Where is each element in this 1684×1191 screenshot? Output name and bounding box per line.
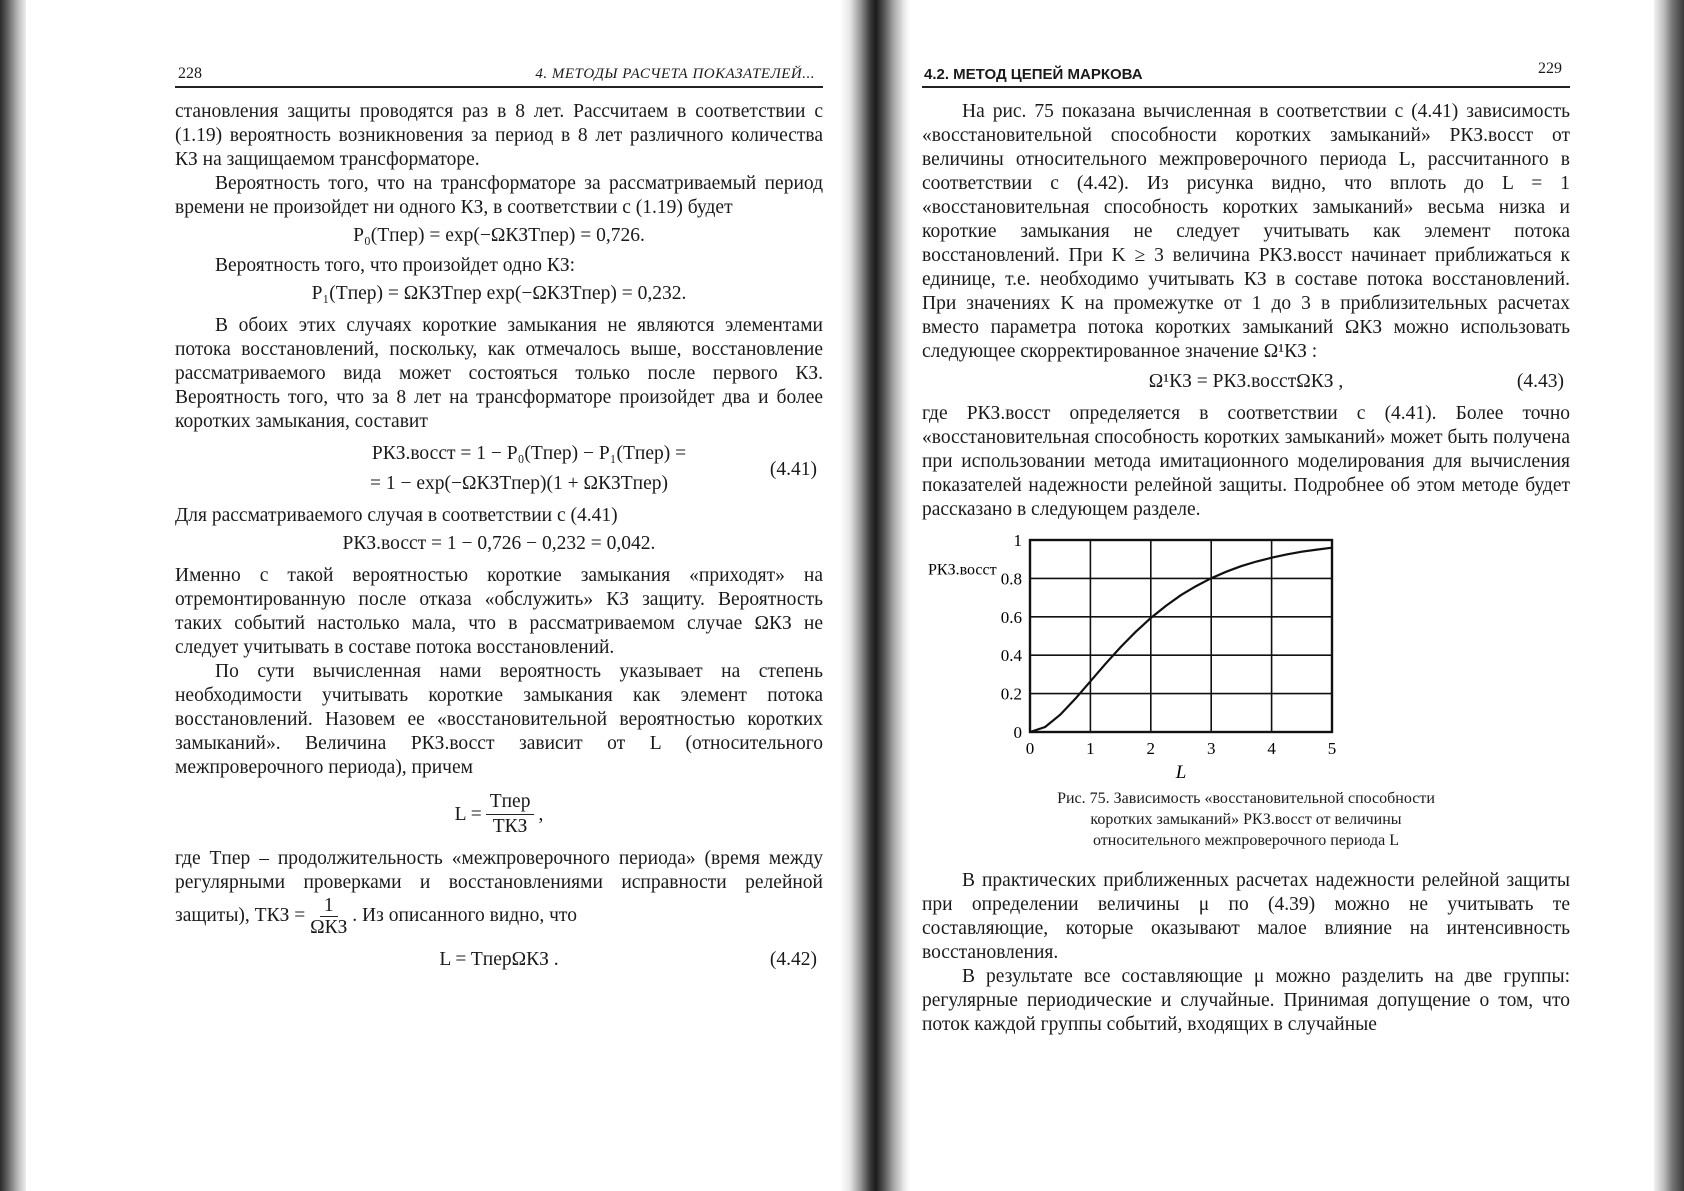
x-axis-label: L (1175, 762, 1187, 783)
x-tick-label: 5 (1327, 739, 1337, 758)
data-point (1210, 577, 1212, 579)
right-page (922, 58, 1570, 1037)
paragraph: По сути вычисленная нами вероятность указывает на степень необходимости учитывать короткие замыкания как элемент потока восстановлений. Назовем ее «восстановительной вероятностью коротких замыканий». Величина PКЗ.восст зависит от L (относительного межпроверочного периода), причем (175, 661, 823, 778)
x-tick-label: 0 (1025, 739, 1035, 758)
formula-4-43-body: Ω¹КЗ = PКЗ.восстΩКЗ , (1148, 371, 1344, 392)
paragraph: Вероятность того, что произойдет одно КЗ: (215, 255, 576, 276)
page-number-left: 228 (178, 65, 202, 82)
formula-4-43 (922, 370, 1570, 394)
caption-line: Рис. 75. Зависимость «восстановительной способности (1057, 790, 1435, 807)
paragraph-part: где Tпер – продолжительность «межпроверочного периода» (время между регулярными проверками и восстановлениями исправности релейной защиты), TКЗ = (175, 848, 823, 926)
data-point (1195, 585, 1197, 587)
data-point (1075, 698, 1077, 700)
formula-4-41-line1: PКЗ.восст = 1 − P₀(Tпер) − P₁(Tпер) = (371, 443, 687, 464)
y-tick-label: 0.8 (1000, 569, 1022, 589)
left-page (175, 58, 823, 972)
formula-4-41-line2: = 1 − exp(−ΩКЗTпер)(1 + ΩКЗTпер) (369, 473, 669, 494)
data-point (1286, 554, 1288, 556)
data-point (1241, 565, 1243, 567)
data-point (1029, 731, 1031, 733)
formula-4-41 (175, 442, 823, 496)
chart-points (1029, 547, 1333, 733)
fraction-numerator: 1 (320, 895, 338, 917)
series-line (1030, 548, 1332, 732)
book-spine-right (1654, 0, 1684, 1191)
fraction (486, 790, 535, 839)
x-tick-label: 1 (1086, 739, 1095, 758)
fraction-denominator: ΩКЗ (310, 917, 348, 938)
paragraph: Для рассматриваемого случая в соответствии с (4.41) (175, 505, 618, 526)
paragraph-part: . Из описанного видно, что (352, 904, 577, 926)
data-point (1226, 571, 1228, 573)
data-point (1044, 726, 1046, 728)
paragraph: где PКЗ.восст определяется в соответствии с (4.41). Более точно «восстановительная способность коротких замыканий» может быть получена при использовании метода имитационного моделирования для вычисления показателей надежности релейной защиты. Подробнее об этом методе будет рассказано в следующем разделе. (922, 403, 1570, 520)
formula-L-tail: , (538, 803, 544, 825)
paragraph: На рис. 75 показана вычисленная в соответствии с (4.41) зависимость «восстановительной способности коротких замыканий» PКЗ.восст от величины относительного межпроверочного периода L, рассчитанного в соответствии с (4.42). Из рисунка видно, что вплоть до L = 1 «восстановительная способность коротких замыканий» весьма низка и короткие замыкания не следует учитывать как элемент потока восстановлений. При K ≥ 3 величина PКЗ.восст начинает приближаться к единице, т.е. необходимо учитывать КЗ в составе потока восстановлений. При значениях K на промежутке от 1 до 3 в приблизительных расчетах вместо параметра потока коротких замыканий ΩКЗ можно использовать следующее скорректированное значение Ω¹КЗ : (922, 101, 1570, 362)
paragraph: становления защиты проводятся раз в 8 лет. Рассчитаем в соответствии с (1.19) вероятность возникновения за период в 8 лет различного количества КЗ на защищаемом трансформаторе. (175, 101, 823, 170)
data-point (1180, 594, 1182, 596)
chart-grid (1030, 540, 1332, 732)
data-point (1105, 663, 1107, 665)
y-axis-label: PКЗ.восст (928, 561, 997, 579)
fraction-numerator: Tпер (486, 790, 535, 815)
section-title: 4.2. МЕТОД ЦЕПЕЙ МАРКОВА (924, 66, 1143, 83)
running-title-left: 4. МЕТОДЫ РАСЧЕТА ПОКАЗАТЕЛЕЙ... (535, 66, 815, 82)
paragraph: Именно с такой вероятностью короткие замыкания «приходят» на отремонтированную после отказа «обслужить» КЗ защиту. Вероятность таких событий настолько мала, что в рассматриваемом случае ΩКЗ не следует учитывать в составе потока восстановлений. (175, 565, 823, 658)
running-head-right (922, 58, 1570, 88)
y-tick-label: 0.6 (1000, 607, 1022, 627)
formula-value: PКЗ.восст = 1 − 0,726 − 0,232 = 0,042. (342, 533, 656, 554)
data-point (1059, 714, 1061, 716)
figure-caption (922, 788, 1570, 851)
formula-L-lhs: L = (454, 803, 482, 825)
paragraph: В практических приближенных расчетах надежности релейной защиты при определении величины μ по (4.39) можно не учитывать те составляющие, которые оказывают малое влияние на интенсивность восстановления. (922, 870, 1570, 963)
data-point (1135, 631, 1137, 633)
formula-4-42 (175, 948, 823, 972)
y-tick-label: 0.2 (1000, 684, 1022, 704)
running-head-left (175, 58, 823, 88)
data-point (1301, 551, 1303, 553)
chart-svg (922, 530, 1570, 788)
fraction (310, 895, 347, 938)
x-tick-label: 2 (1146, 739, 1156, 758)
y-tick-label: 0 (1013, 723, 1022, 742)
data-point (1316, 549, 1318, 551)
equation-number: (4.41) (769, 459, 817, 480)
y-tick-label: 1 (1013, 531, 1022, 550)
paragraph: В обоих этих случаях короткие замыкания не являются элементами потока восстановлений, поскольку, как отмечалось выше, восстановление рассматриваемого вида может состояться только после первого КЗ. Вероятность того, что за 8 лет на трансформаторе произойдет два и более коротких замыкания, составит (175, 315, 823, 432)
formula-p1: P₁(Tпер) = ΩКЗTпер exp(−ΩКЗTпер) = 0,232. (311, 283, 687, 304)
paragraph (175, 847, 823, 938)
book-gutter (840, 0, 910, 1191)
formula-L (175, 790, 823, 839)
x-tick-label: 3 (1206, 739, 1216, 758)
figure-75 (922, 530, 1570, 788)
data-point (1271, 557, 1273, 559)
x-tick-label: 4 (1267, 739, 1276, 758)
page-number-right: 229 (1538, 60, 1562, 77)
formula-4-42-body: L = TперΩКЗ . (439, 949, 559, 970)
y-tick-label: 0.4 (1000, 646, 1022, 666)
data-point (1331, 547, 1333, 549)
data-point (1120, 646, 1122, 648)
equation-number: (4.42) (769, 949, 817, 970)
caption-line: коротких замыканий» PКЗ.восст от величины (1090, 811, 1402, 828)
data-point (1150, 617, 1152, 619)
data-point (1090, 681, 1092, 683)
data-point (1256, 561, 1258, 563)
paragraph: В результате все составляющие μ можно разделить на две группы: регулярные периодические и случайные. Принимая допущение о том, что поток каждой группы событий, входящих в случайные (922, 966, 1570, 1035)
fraction-denominator: TКЗ (492, 816, 528, 837)
equation-number: (4.43) (1516, 371, 1564, 392)
caption-line: относительного межпроверочного периода L (1092, 832, 1400, 849)
data-point (1165, 605, 1167, 607)
paragraph: Вероятность того, что на трансформаторе за рассматриваемый период времени не произойдет ни одного КЗ, в соответствии с (1.19) будет (175, 173, 823, 218)
formula-p0: P₀(Tпер) = exp(−ΩКЗTпер) = 0,726. (353, 225, 645, 246)
book-spine-left (0, 0, 26, 1191)
chart-ticks (1001, 531, 1337, 758)
plot-frame (1030, 540, 1332, 732)
